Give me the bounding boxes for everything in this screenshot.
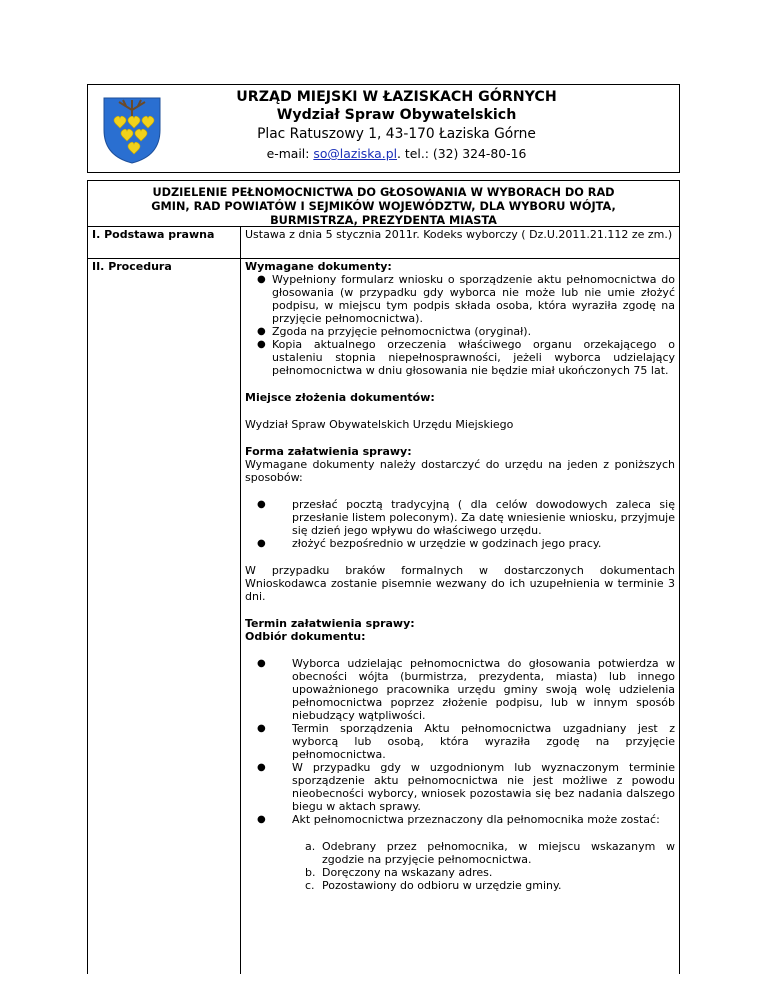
legal-basis-label: I. Podstawa prawna [88,227,241,258]
list-item: c. Pozostawiony do odbioru w urzędzie gminy. [305,879,562,892]
bullet-icon: ● [257,326,266,337]
document-page [87,84,680,974]
place-text: Wydział Spraw Obywatelskich Urzędu Miejskiego [245,418,514,431]
list-item: ● W przypadku gdy w uzgodnionym lub wyznaczonym terminie sporządzenie aktu pełnomocnictwa nie jest możliwe z powodu nieobecności wyborcy, wniosek pozostawia się bez nadania dalszego biegu w aktach sprawy. [257,761,675,813]
office-header [87,84,680,173]
delivery-options-list [245,840,675,892]
document-title-line-3: BURMISTRZA, PREZYDENTA MIASTA [270,214,497,228]
bullet-icon: ● [257,814,266,825]
deadline-heading: Termin załatwienia sprawy: [245,617,415,630]
office-name: URZĄD MIEJSKI W ŁAZISKACH GÓRNYCH [236,89,557,105]
required-docs-list [245,273,675,377]
office-address: Plac Ratuszowy 1, 43-170 Łaziska Górne [257,126,536,142]
defects-text: W przypadku braków formalnych w dostarczonych dokumentach Wnioskodawca zostanie pisemnie wezwany do ich uzupełnienia w terminie 3 dni. [245,564,675,603]
legal-basis-row [87,226,680,259]
required-docs-heading: Wymagane dokumenty: [245,260,392,273]
list-item: ● złożyć bezpośrednio w urzędzie w godzinach jego pracy. [257,537,602,550]
list-item: ● Akt pełnomocnictwa przeznaczony dla pełnomocnika może zostać: [257,813,660,826]
bullet-icon: ● [257,723,266,734]
list-item: ● Termin sporządzenia Aktu pełnomocnictwa uzgadniany jest z wyborcą lub osobą, która wyraziła zgodę na przyjęcie pełnomocnictwa. [257,722,675,761]
list-item: ● Kopia aktualnego orzeczenia właściwego organu orzekającego o ustaleniu stopnia niepełnosprawności, jeżeli wyborca udzielający pełnomocnictwa w dniu głosowania nie będzie miał ukończonych 75 lat. [257,338,675,377]
place-heading: Miejsce złożenia dokumentów: [245,391,435,404]
list-item: a. Odebrany przez pełnomocnika, w miejscu wskazanym w zgodzie na przyjęcie pełnomocnictwa. [305,840,675,866]
list-item: ● Wypełniony formularz wniosku o sporządzenie aktu pełnomocnictwa do głosowania (w przypadku gdy wyborca nie może lub nie umie złożyć podpisu, w miejscu tym podpis składa osoba, która wyraziła zgodę na przyjęcie pełnomocnictwa). [257,273,675,325]
bullet-icon: ● [257,658,266,669]
procedure-row [87,259,680,974]
list-item: ● przesłać pocztą tradycyjną ( dla celów dowodowych zaleca się przesłanie listem poleconym). Za datę wniesienie wniosku, przyjmuje się dzień jego wpływu do właściwego urzędu. [257,498,675,537]
department-name: Wydział Spraw Obywatelskich [276,107,517,123]
document-title-line-2: GMIN, RAD POWIATÓW I SEJMIKÓW WOJEWÓDZTW, DLA WYBORU WÓJTA, [151,200,616,214]
bullet-icon: ● [257,499,266,510]
form-intro: Wymagane dokumenty należy dostarczyć do urzędu na jeden z poniższych sposobów: [245,458,675,484]
pickup-heading: Odbiór dokumentu: [245,630,366,643]
office-contact [114,146,679,161]
email-link[interactable]: so@laziska.pl [313,146,398,161]
document-title-line-1: UDZIELENIE PEŁNOMOCNICTWA DO GŁOSOWANIA W WYBORACH DO RAD [152,186,615,199]
procedure-content [241,259,679,974]
document-title [87,180,680,226]
list-item: b. Doręczony na wskazany adres. [305,866,493,879]
email-prefix: e-mail: [266,146,314,161]
bullet-icon: ● [257,538,266,549]
form-heading: Forma załatwienia sprawy: [245,445,412,458]
bullet-icon: ● [257,274,266,285]
bullet-icon: ● [257,339,266,350]
pickup-list [245,657,675,826]
procedure-label: II. Procedura [88,259,241,974]
bullet-icon: ● [257,762,266,773]
form-list [245,498,675,550]
phone-number: . tel.: (32) 324-80-16 [397,146,527,161]
legal-basis-text: Ustawa z dnia 5 stycznia 2011r. Kodeks wyborczy ( Dz.U.2011.21.112 ze zm.) [245,228,673,241]
list-item: ● Wyborca udzielając pełnomocnictwa do głosowania potwierdza w obecności wójta (burmistrza, prezydenta, miasta) lub innego upoważnionego pracownika urzędu gminy swoją wolę udzielenia pełnomocnictwa poprzez złożenie podpisu, lub w innym sposób niebudzący wątpliwości. [257,657,675,722]
list-item: ● Zgoda na przyjęcie pełnomocnictwa (oryginał). [257,325,532,338]
